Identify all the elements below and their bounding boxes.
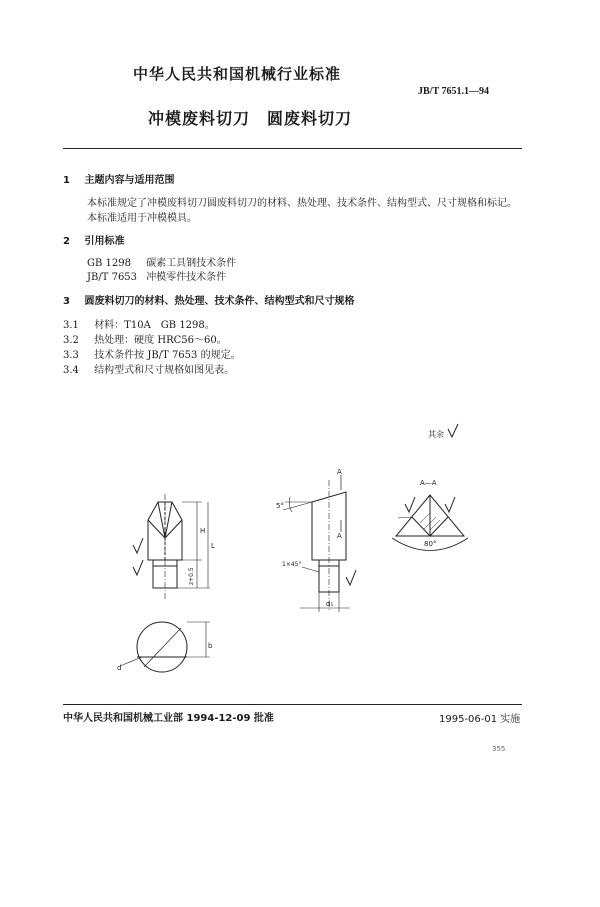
doc-title: 冲模废料切刀 圆废料切刀	[148, 109, 353, 128]
dim-z-label: z+0.5	[188, 567, 195, 585]
reference-item	[87, 254, 236, 269]
cutter-top-view	[117, 622, 213, 672]
section-2-heading	[63, 232, 124, 247]
section-3-number: 3	[63, 296, 70, 307]
angle-80-label: 80°	[424, 540, 437, 548]
section-3-heading	[63, 292, 354, 307]
clause-text: 结构型式和尺寸规格如图见表。	[94, 365, 235, 376]
reference-code: JB/T 7653	[87, 272, 138, 283]
page-number: 355	[492, 745, 506, 753]
section-marker-top: A	[337, 468, 342, 476]
clause-text: 热处理：硬度 HRC56～60。	[94, 335, 227, 346]
cutter-side-view	[133, 494, 215, 600]
clause-text: 材料：T10A GB 1298。	[94, 320, 215, 331]
section-1-heading	[63, 171, 174, 186]
roughness-symbol-icon	[445, 497, 455, 512]
section-2-number: 2	[63, 236, 70, 247]
issuer-line: 中华人民共和国机械工业部 1994-12-09 批准	[63, 713, 274, 724]
clause-number: 3.1	[63, 320, 79, 331]
dim-L-label: L	[211, 542, 215, 550]
reference-name: 碳素工具钢技术条件	[146, 258, 237, 269]
section-1-para-1: 本标准规定了冲模废料切刀圆废料切刀的材料、热处理、技术条件、结构型式、尺寸规格和标记。	[87, 198, 517, 209]
section-1-para-2: 本标准适用于冲模模具。	[87, 213, 197, 224]
roughness-symbol-icon	[133, 538, 143, 553]
roughness-symbol-icon	[133, 560, 143, 575]
clause-number: 3.4	[63, 365, 79, 376]
dim-d1-label: d₁	[326, 600, 334, 608]
reference-code: GB 1298	[87, 258, 131, 269]
section-label: A—A	[420, 479, 437, 487]
clause-text: 技术条件按 JB/T 7653 的规定。	[94, 350, 241, 361]
section-view-A-A	[392, 479, 468, 551]
dim-H-label: H	[200, 527, 206, 535]
section-2-title: 引用标准	[84, 236, 125, 247]
standard-title: 中华人民共和国机械行业标准	[133, 65, 342, 83]
roughness-note: 其余	[428, 430, 444, 439]
doc-code: JB/T 7651.1—94	[418, 86, 489, 97]
technical-drawing	[0, 420, 600, 680]
dim-b-label: b	[208, 642, 213, 650]
header-rule	[63, 148, 522, 149]
chamfer-label: 1×45°	[282, 561, 302, 568]
effective-date: 1995-06-01 实施	[439, 714, 521, 725]
angle-5-label: 5°	[276, 502, 284, 510]
section-1-title: 主题内容与适用范围	[84, 175, 175, 186]
footer-rule	[63, 704, 522, 705]
clause-number: 3.3	[63, 350, 79, 361]
clause-number: 3.2	[63, 335, 79, 346]
reference-name: 冲模零件技术条件	[146, 272, 227, 283]
dim-d-label: d	[117, 664, 122, 672]
clause-item	[63, 316, 215, 331]
reference-item	[87, 268, 226, 283]
cutter-front-view	[276, 468, 356, 612]
section-1-number: 1	[63, 175, 70, 186]
roughness-symbol-icon	[448, 424, 458, 437]
clause-item	[63, 346, 241, 361]
section-marker-bottom: A	[337, 532, 342, 540]
clause-item	[63, 361, 234, 376]
roughness-symbol-icon	[405, 497, 415, 512]
roughness-symbol-icon	[346, 570, 356, 585]
clause-item	[63, 331, 227, 346]
section-3-title: 圆废料切刀的材料、热处理、技术条件、结构型式和尺寸规格	[84, 296, 355, 307]
